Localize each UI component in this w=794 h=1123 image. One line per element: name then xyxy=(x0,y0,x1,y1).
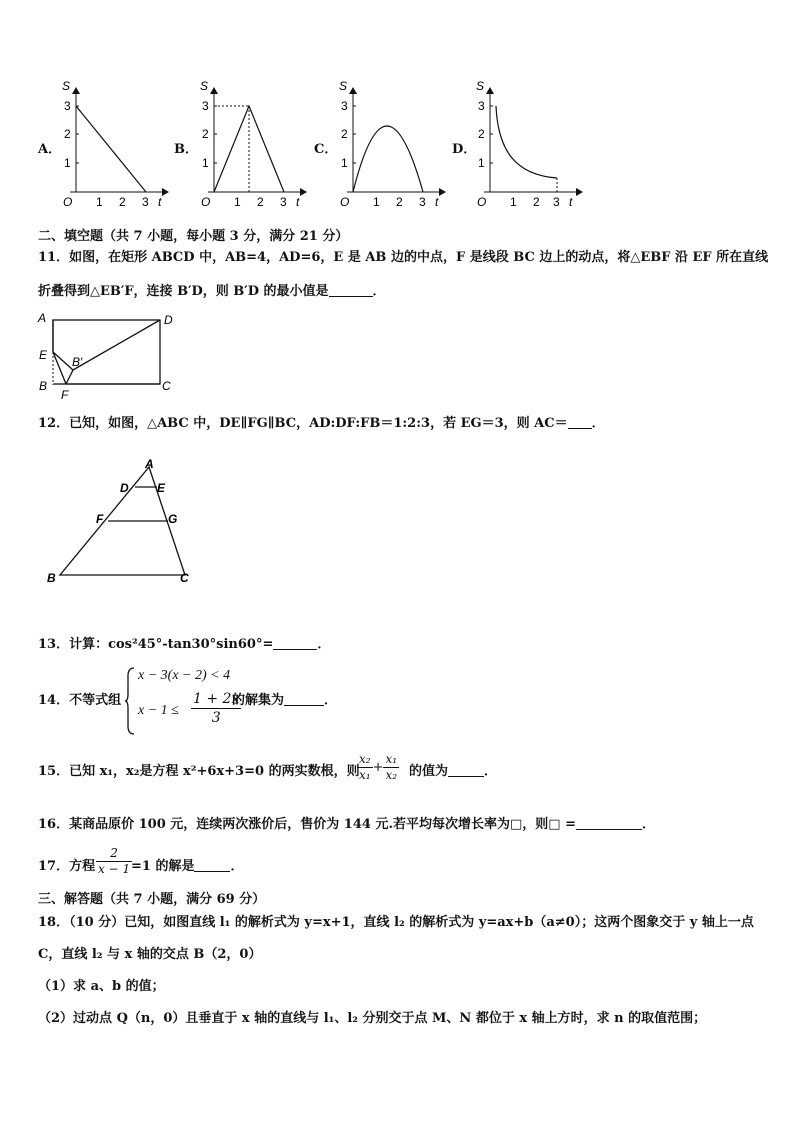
graph-a-x-axis-label: t xyxy=(158,195,162,209)
question-17-prefix: 17．方程 xyxy=(38,859,96,874)
graph-a-tick-x1: 1 xyxy=(96,195,103,209)
graph-b-tick-y3: 3 xyxy=(202,99,209,113)
figure-triangle-abc xyxy=(40,455,200,590)
graph-b-tick-y1: 1 xyxy=(202,156,209,170)
graph-c-y-axis-label: S xyxy=(339,80,348,93)
inequality-row-1: x − 3(x − 2) < 4 xyxy=(138,668,231,683)
fraction-denominator: x − 1 xyxy=(98,862,131,876)
answer-blank-17 xyxy=(194,859,230,872)
option-c-label: C． xyxy=(314,142,338,157)
graph-d-tick-x2: 2 xyxy=(533,195,540,209)
graph-b-y-axis-label: S xyxy=(200,80,209,93)
label-e: E xyxy=(39,348,48,362)
inequality-row-2-left: x − 1 ≤ xyxy=(138,703,179,718)
answer-blank-15 xyxy=(448,764,484,777)
question-18-part-1: （1）求 a、b 的值； xyxy=(38,979,165,994)
fraction-numerator: 2 xyxy=(96,846,132,862)
graph-b-origin: O xyxy=(201,195,211,209)
fraction-1-numerator: x₂ xyxy=(359,752,371,766)
option-b-label: B． xyxy=(174,142,198,157)
fraction-denominator: 3 xyxy=(211,710,221,726)
graph-c-tick-y1: 1 xyxy=(341,156,348,170)
question-18-line-2: C，直线 l₂ 与 x 轴的交点 B（2，0） xyxy=(38,947,262,962)
graph-b-x-axis-label: t xyxy=(296,195,300,209)
graph-a-origin: O xyxy=(63,195,73,209)
graph-b-tick-x2: 2 xyxy=(257,195,264,209)
answer-blank-13 xyxy=(273,637,317,650)
label-c: C xyxy=(162,379,171,393)
graph-a xyxy=(62,80,168,209)
question-15-expression xyxy=(357,752,399,783)
graph-d-tick-y1: 1 xyxy=(478,156,485,170)
label-c: C xyxy=(180,571,189,585)
graph-c-tick-x1: 1 xyxy=(373,195,380,209)
label-e: E xyxy=(157,481,166,495)
graph-b xyxy=(200,80,306,209)
label-f: F xyxy=(61,388,69,402)
label-a: A xyxy=(38,311,47,325)
graph-a-tick-y2: 2 xyxy=(64,127,71,141)
fraction-1-denominator: x₁ xyxy=(359,768,371,782)
question-17-suffix: =1 的解是 ． xyxy=(131,859,244,874)
label-a: A xyxy=(145,457,154,471)
question-12: 12．已知，如图，△ABC 中，DE∥FG∥BC，AD:DF:FB＝1:2:3，若 EG＝3，则 AC＝ ． xyxy=(38,416,605,431)
label-b: B xyxy=(47,571,56,585)
option-graphs xyxy=(0,80,794,215)
graph-b-tick-x1: 1 xyxy=(234,195,241,209)
label-g: G xyxy=(168,512,178,526)
question-14-prefix: 14．不等式组 xyxy=(38,693,122,708)
answer-blank-12 xyxy=(568,416,592,429)
graph-c xyxy=(339,80,445,209)
plus-sign: + xyxy=(372,760,384,775)
label-d: D xyxy=(164,313,173,327)
question-15-suffix: 的值为 ． xyxy=(409,764,498,779)
question-15-prefix: 15．已知 x₁，x₂是方程 x²+6x+3=0 的两实数根，则 xyxy=(38,764,360,779)
graph-c-origin: O xyxy=(340,195,350,209)
graph-a-tick-x3: 3 xyxy=(142,195,149,209)
option-a-label: A． xyxy=(38,142,62,157)
graph-a-tick-y1: 1 xyxy=(64,156,71,170)
graph-c-x-axis-label: t xyxy=(435,195,439,209)
question-14-suffix: 的解集为 ． xyxy=(232,693,338,708)
graph-a-tick-y3: 3 xyxy=(64,99,71,113)
graph-c-tick-y2: 2 xyxy=(341,127,348,141)
section-3-title: 三、解答题（共 7 小题，满分 69 分） xyxy=(38,892,266,907)
answer-blank-16 xyxy=(576,817,642,830)
graph-c-tick-x3: 3 xyxy=(419,195,426,209)
graph-a-y-axis-label: S xyxy=(62,80,71,93)
answer-blank-14 xyxy=(284,693,324,706)
fraction-numerator: 1 + 2x xyxy=(193,691,240,707)
option-d-label: D． xyxy=(452,142,477,157)
section-2-title: 二、填空题（共 7 小题，每小题 3 分，满分 21 分） xyxy=(38,229,349,244)
graph-d-tick-x3: 3 xyxy=(553,195,560,209)
fraction-2-numerator: x₁ xyxy=(385,752,398,766)
label-b: B xyxy=(39,379,48,393)
figure-rectangle-abcd xyxy=(30,308,190,403)
graph-d-tick-y3: 3 xyxy=(478,99,485,113)
answer-blank-11 xyxy=(329,284,373,297)
question-16: 16．某商品原价 100 元，连续两次涨价后，售价为 144 元.若平均每次增长率为□，则□ = ． xyxy=(38,817,655,832)
graph-d-origin: O xyxy=(477,195,487,209)
graph-c-tick-y3: 3 xyxy=(341,99,348,113)
graph-d xyxy=(476,80,582,209)
graph-d-tick-y2: 2 xyxy=(478,127,485,141)
question-13: 13．计算：cos²45°-tan30°sin60°= ． xyxy=(38,637,331,652)
question-18-line-1: 18．（10 分）已知，如图直线 l₁ 的解析式为 y=x+1，直线 l₂ 的解析式为 y=ax+b（a≠0）；这两个图象交于 y 轴上一点 xyxy=(38,915,754,930)
label-f: F xyxy=(96,512,104,526)
system-brace xyxy=(124,666,136,736)
graph-d-y-axis-label: S xyxy=(476,80,485,93)
question-11-line-2: 折叠得到△EB′F，连接 B′D，则 B′D 的最小值是 ． xyxy=(38,284,386,299)
graph-b-tick-y2: 2 xyxy=(202,127,209,141)
fraction-2-denominator: x₂ xyxy=(385,768,398,782)
label-b-prime: B′ xyxy=(72,355,83,369)
graph-b-tick-x3: 3 xyxy=(280,195,287,209)
label-d: D xyxy=(120,481,129,495)
question-17-fraction xyxy=(96,846,132,877)
graph-d-x-axis-label: t xyxy=(569,195,573,209)
graph-a-tick-x2: 2 xyxy=(119,195,126,209)
question-18-part-2: （2）过动点 Q（n，0）且垂直于 x 轴的直线与 l₁、l₂ 分别交于点 M、N 都位于 x 轴上方时，求 n 的取值范围； xyxy=(38,1011,707,1026)
graph-d-tick-x1: 1 xyxy=(510,195,517,209)
graph-c-tick-x2: 2 xyxy=(396,195,403,209)
question-11-line-1: 11．如图，在矩形 ABCD 中，AB=4，AD=6，E 是 AB 边的中点，F 是线段 BC 边上的动点，将△EBF 沿 EF 所在直线 xyxy=(38,250,769,265)
